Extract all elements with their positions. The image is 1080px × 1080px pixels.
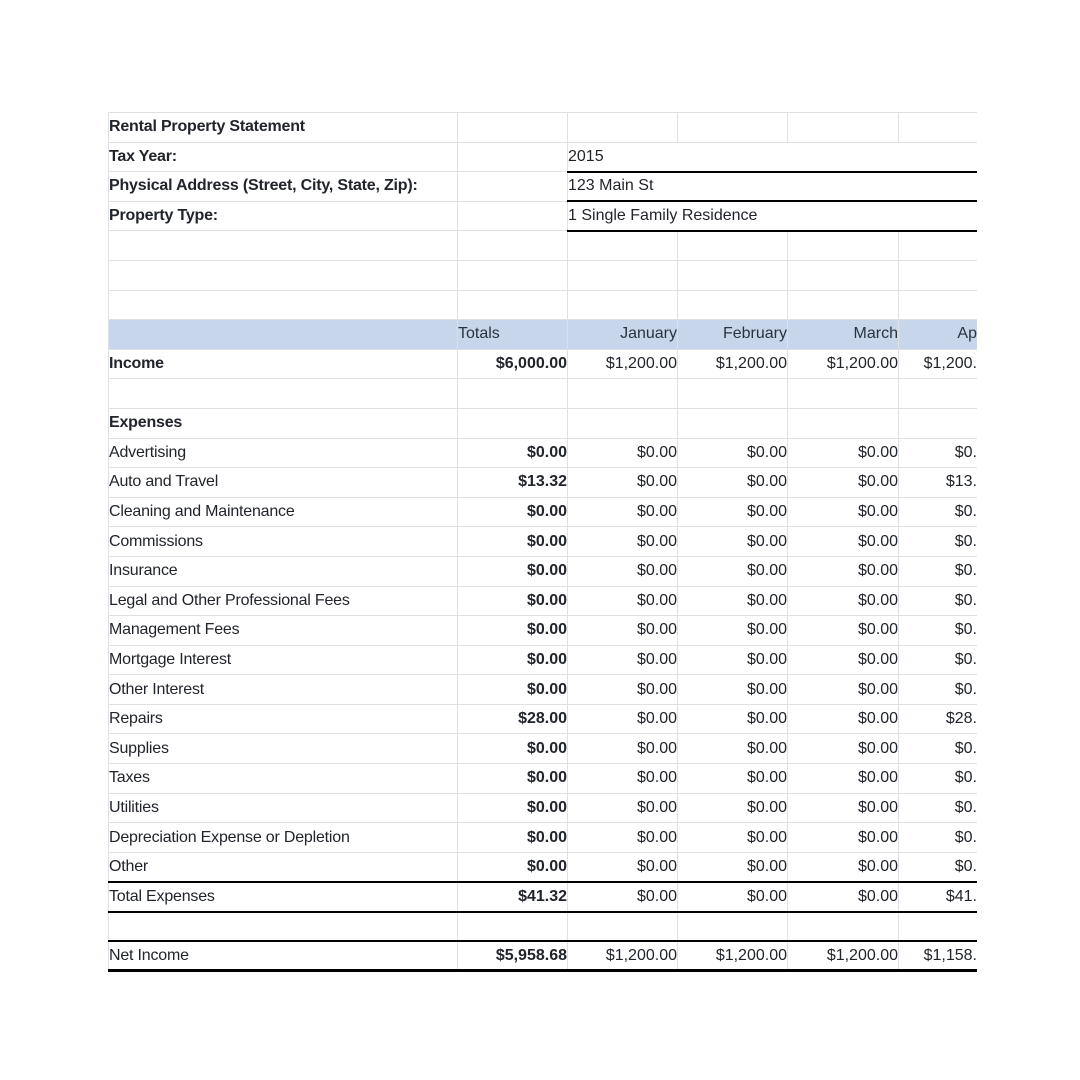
column-header-totals: Totals	[458, 320, 568, 350]
expense-april-cell[interactable]: $0.	[899, 823, 978, 853]
column-header-march: March	[788, 320, 899, 350]
expense-february-cell[interactable]: $0.00	[678, 793, 788, 823]
expense-january-cell[interactable]: $0.00	[568, 468, 678, 498]
income-january-cell[interactable]: $1,200.00	[568, 349, 678, 379]
empty-cell	[899, 408, 978, 438]
expense-march-cell[interactable]: $0.00	[788, 764, 899, 794]
net-income-label: Net Income	[109, 941, 458, 971]
expense-april-cell[interactable]: $0.	[899, 793, 978, 823]
expense-february-cell[interactable]: $0.00	[678, 823, 788, 853]
empty-cell	[458, 113, 568, 143]
expense-label: Other Interest	[109, 675, 458, 705]
expense-march-cell[interactable]: $0.00	[788, 438, 899, 468]
empty-cell	[899, 260, 978, 290]
expense-total-cell[interactable]: $0.00	[458, 616, 568, 646]
expense-march-cell[interactable]: $0.00	[788, 823, 899, 853]
empty-cell	[788, 290, 899, 320]
rental-statement-table	[108, 112, 977, 972]
empty-cell	[458, 201, 568, 231]
expense-february-cell[interactable]: $0.00	[678, 586, 788, 616]
total-expenses-march-cell[interactable]: $0.00	[788, 882, 899, 912]
expense-label: Utilities	[109, 793, 458, 823]
empty-cell	[678, 260, 788, 290]
empty-cell	[788, 113, 899, 143]
expense-april-cell[interactable]: $0.	[899, 556, 978, 586]
net-income-total-cell[interactable]: $5,958.68	[458, 941, 568, 971]
expense-label: Taxes	[109, 764, 458, 794]
column-header-january: January	[568, 320, 678, 350]
expense-january-cell[interactable]: $0.00	[568, 764, 678, 794]
expense-row	[109, 438, 978, 468]
expense-row	[109, 764, 978, 794]
empty-cell	[568, 912, 678, 942]
expense-january-cell[interactable]: $0.00	[568, 675, 678, 705]
expense-label: Supplies	[109, 734, 458, 764]
column-header-empty	[109, 320, 458, 350]
expense-february-cell[interactable]: $0.00	[678, 438, 788, 468]
empty-row	[109, 379, 978, 409]
total-expenses-february-cell[interactable]: $0.00	[678, 882, 788, 912]
empty-cell	[899, 912, 978, 942]
expense-label: Repairs	[109, 704, 458, 734]
expense-january-cell[interactable]: $0.00	[568, 527, 678, 557]
expense-march-cell[interactable]: $0.00	[788, 852, 899, 882]
expense-february-cell[interactable]: $0.00	[678, 468, 788, 498]
expense-march-cell[interactable]: $0.00	[788, 645, 899, 675]
expense-row	[109, 704, 978, 734]
expense-total-cell[interactable]: $0.00	[458, 793, 568, 823]
expense-total-cell[interactable]: $0.00	[458, 497, 568, 527]
expense-total-cell[interactable]: $0.00	[458, 675, 568, 705]
expense-january-cell[interactable]: $0.00	[568, 645, 678, 675]
empty-cell	[788, 231, 899, 261]
tax-year-label: Tax Year:	[109, 142, 458, 172]
expense-march-cell[interactable]: $0.00	[788, 586, 899, 616]
expense-label: Depreciation Expense or Depletion	[109, 823, 458, 853]
expense-february-cell[interactable]: $0.00	[678, 556, 788, 586]
expense-label: Insurance	[109, 556, 458, 586]
expense-label: Auto and Travel	[109, 468, 458, 498]
expense-april-cell[interactable]: $0.	[899, 675, 978, 705]
expense-row	[109, 734, 978, 764]
expense-row	[109, 793, 978, 823]
expense-row	[109, 823, 978, 853]
expense-total-cell[interactable]: $0.00	[458, 764, 568, 794]
empty-row	[109, 912, 978, 942]
expense-january-cell[interactable]: $0.00	[568, 823, 678, 853]
expense-april-cell[interactable]: $0.	[899, 852, 978, 882]
empty-cell	[109, 912, 458, 942]
expense-march-cell[interactable]: $0.00	[788, 497, 899, 527]
expense-march-cell[interactable]: $0.00	[788, 616, 899, 646]
expense-total-cell[interactable]: $0.00	[458, 645, 568, 675]
expense-february-cell[interactable]: $0.00	[678, 852, 788, 882]
net-income-february-cell[interactable]: $1,200.00	[678, 941, 788, 971]
empty-cell	[678, 408, 788, 438]
empty-cell	[109, 260, 458, 290]
empty-cell	[678, 290, 788, 320]
expense-april-cell[interactable]: $0.	[899, 527, 978, 557]
property-type-value-cell[interactable]: 1 Single Family Residence	[568, 201, 978, 231]
expense-april-cell[interactable]: $0.	[899, 734, 978, 764]
empty-cell	[678, 113, 788, 143]
empty-cell	[678, 912, 788, 942]
empty-cell	[899, 379, 978, 409]
address-row	[109, 172, 978, 202]
expense-january-cell[interactable]: $0.00	[568, 556, 678, 586]
tax-year-value-cell[interactable]: 2015	[568, 142, 978, 172]
expense-total-cell[interactable]: $13.32	[458, 468, 568, 498]
empty-cell	[109, 231, 458, 261]
expense-march-cell[interactable]: $0.00	[788, 556, 899, 586]
net-income-march-cell[interactable]: $1,200.00	[788, 941, 899, 971]
empty-cell	[458, 142, 568, 172]
expense-february-cell[interactable]: $0.00	[678, 734, 788, 764]
expenses-section-label: Expenses	[109, 408, 458, 438]
total-expenses-total-cell[interactable]: $41.32	[458, 882, 568, 912]
expense-total-cell[interactable]: $0.00	[458, 438, 568, 468]
expense-row	[109, 556, 978, 586]
empty-cell	[458, 379, 568, 409]
empty-cell	[458, 172, 568, 202]
expense-total-cell[interactable]: $0.00	[458, 734, 568, 764]
empty-cell	[458, 408, 568, 438]
expense-march-cell[interactable]: $0.00	[788, 734, 899, 764]
expense-january-cell[interactable]: $0.00	[568, 438, 678, 468]
empty-cell	[568, 290, 678, 320]
expense-january-cell[interactable]: $0.00	[568, 586, 678, 616]
column-header-april-clipped: Ap	[899, 320, 978, 350]
expense-january-cell[interactable]: $0.00	[568, 793, 678, 823]
net-income-april-cell[interactable]: $1,158.	[899, 941, 978, 971]
net-income-row	[109, 941, 978, 971]
expense-april-cell[interactable]: $13.	[899, 468, 978, 498]
expense-label: Legal and Other Professional Fees	[109, 586, 458, 616]
expense-april-cell[interactable]: $0.	[899, 645, 978, 675]
expense-march-cell[interactable]: $0.00	[788, 793, 899, 823]
expense-row	[109, 527, 978, 557]
address-label: Physical Address (Street, City, State, Zip):	[109, 172, 458, 202]
total-expenses-label: Total Expenses	[109, 882, 458, 912]
expense-row	[109, 497, 978, 527]
expense-april-cell[interactable]: $28.	[899, 704, 978, 734]
expense-february-cell[interactable]: $0.00	[678, 645, 788, 675]
expense-april-cell[interactable]: $0.	[899, 764, 978, 794]
empty-cell	[788, 912, 899, 942]
expense-march-cell[interactable]: $0.00	[788, 675, 899, 705]
expense-total-cell[interactable]: $0.00	[458, 556, 568, 586]
property-type-row	[109, 201, 978, 231]
expense-january-cell[interactable]: $0.00	[568, 704, 678, 734]
empty-row	[109, 231, 978, 261]
expense-february-cell[interactable]: $0.00	[678, 497, 788, 527]
expense-march-cell[interactable]: $0.00	[788, 704, 899, 734]
expense-january-cell[interactable]: $0.00	[568, 734, 678, 764]
expense-label: Advertising	[109, 438, 458, 468]
expense-label: Mortgage Interest	[109, 645, 458, 675]
empty-cell	[788, 408, 899, 438]
income-total-cell[interactable]: $6,000.00	[458, 349, 568, 379]
expense-march-cell[interactable]: $0.00	[788, 527, 899, 557]
expense-april-cell[interactable]: $0.	[899, 616, 978, 646]
expense-total-cell[interactable]: $0.00	[458, 586, 568, 616]
expense-january-cell[interactable]: $0.00	[568, 497, 678, 527]
empty-cell	[458, 912, 568, 942]
income-february-cell[interactable]: $1,200.00	[678, 349, 788, 379]
expense-label: Commissions	[109, 527, 458, 557]
expense-row	[109, 616, 978, 646]
expense-row	[109, 645, 978, 675]
empty-cell	[568, 113, 678, 143]
income-label: Income	[109, 349, 458, 379]
empty-cell	[899, 231, 978, 261]
expense-label: Other	[109, 852, 458, 882]
income-april-cell[interactable]: $1,200.	[899, 349, 978, 379]
expense-january-cell[interactable]: $0.00	[568, 852, 678, 882]
expense-february-cell[interactable]: $0.00	[678, 527, 788, 557]
expense-row	[109, 675, 978, 705]
expense-april-cell[interactable]: $0.	[899, 497, 978, 527]
empty-row	[109, 290, 978, 320]
expense-february-cell[interactable]: $0.00	[678, 764, 788, 794]
tax-year-row	[109, 142, 978, 172]
empty-cell	[458, 231, 568, 261]
expense-total-cell[interactable]: $0.00	[458, 527, 568, 557]
expense-january-cell[interactable]: $0.00	[568, 616, 678, 646]
expense-label: Cleaning and Maintenance	[109, 497, 458, 527]
empty-cell	[678, 231, 788, 261]
expense-label: Management Fees	[109, 616, 458, 646]
empty-row	[109, 260, 978, 290]
column-header-february: February	[678, 320, 788, 350]
total-expenses-row	[109, 882, 978, 912]
empty-cell	[678, 379, 788, 409]
empty-cell	[109, 379, 458, 409]
empty-cell	[458, 260, 568, 290]
empty-cell	[568, 260, 678, 290]
sheet-title: Rental Property Statement	[109, 113, 458, 143]
expense-april-cell[interactable]: $0.	[899, 438, 978, 468]
net-income-january-cell[interactable]: $1,200.00	[568, 941, 678, 971]
expense-total-cell[interactable]: $0.00	[458, 823, 568, 853]
expense-row	[109, 852, 978, 882]
total-expenses-april-cell[interactable]: $41.	[899, 882, 978, 912]
empty-cell	[568, 408, 678, 438]
income-row	[109, 349, 978, 379]
empty-cell	[458, 290, 568, 320]
empty-cell	[899, 113, 978, 143]
empty-cell	[788, 260, 899, 290]
expense-march-cell[interactable]: $0.00	[788, 468, 899, 498]
property-type-label: Property Type:	[109, 201, 458, 231]
expense-row	[109, 468, 978, 498]
empty-cell	[568, 231, 678, 261]
expense-total-cell[interactable]: $0.00	[458, 852, 568, 882]
empty-cell	[788, 379, 899, 409]
total-expenses-january-cell[interactable]: $0.00	[568, 882, 678, 912]
expense-april-cell[interactable]: $0.	[899, 586, 978, 616]
expense-february-cell[interactable]: $0.00	[678, 616, 788, 646]
empty-cell	[899, 290, 978, 320]
empty-cell	[568, 379, 678, 409]
title-row	[109, 113, 978, 143]
expense-total-cell[interactable]: $28.00	[458, 704, 568, 734]
address-value-cell[interactable]: 123 Main St	[568, 172, 978, 202]
column-header-row	[109, 320, 978, 350]
spreadsheet	[108, 112, 977, 974]
income-march-cell[interactable]: $1,200.00	[788, 349, 899, 379]
expense-row	[109, 586, 978, 616]
expense-february-cell[interactable]: $0.00	[678, 704, 788, 734]
empty-cell	[109, 290, 458, 320]
expense-february-cell[interactable]: $0.00	[678, 675, 788, 705]
expenses-section-header-row	[109, 408, 978, 438]
